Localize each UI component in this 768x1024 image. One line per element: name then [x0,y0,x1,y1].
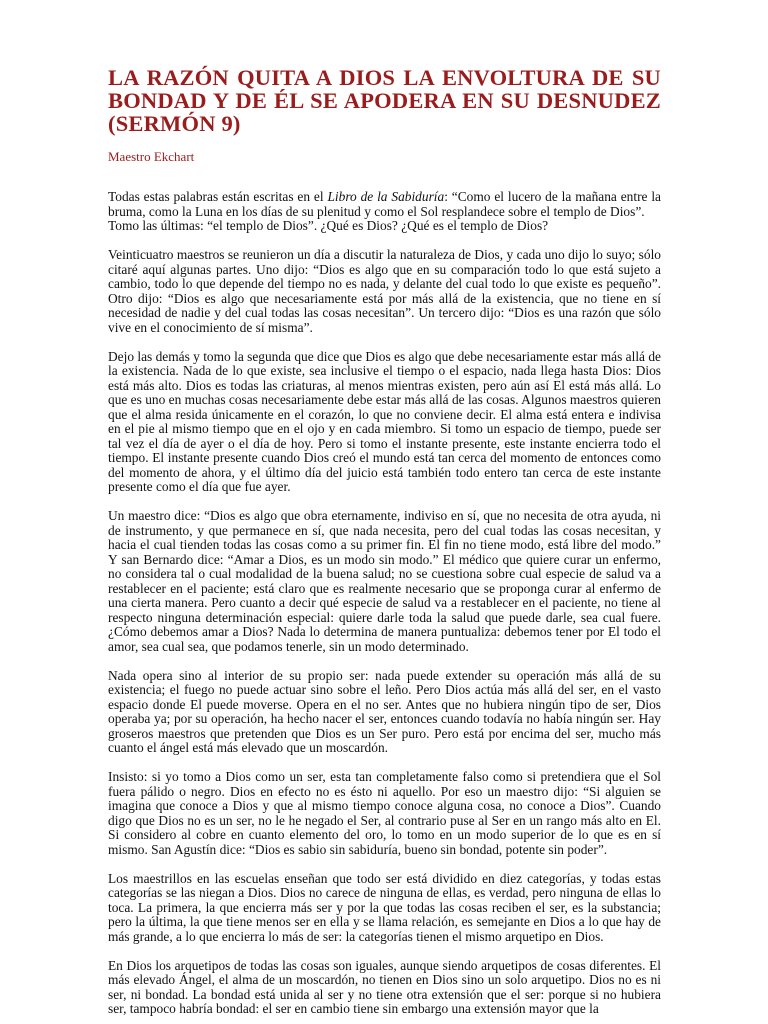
paragraph-1-intro: Todas estas palabras están escritas en el [108,189,328,204]
paragraph-4: Un maestro dice: “Dios es algo que obra eternamente, indiviso en sí, que no necesita de otra ayuda, ni de instrumento, y que permanece en sí, que nada necesita, pero del cual todas las cosas necesitan, y hacia el cual tienden todas las cosas como a su primer fin. El fin no tiene modo, está libre del modo.” Y san Bernardo dice: “Amar a Dios, es un modo sin modo.” El médico que quiere curar un enfermo, no considera tal o cual modalidad de la buena salud; no se cuestiona sobre cual especie de salud va a restablecer en el paciente; está claro que es realmente necesario que se proponga curar al enfermo de una cierta manera. Pero cuanto a decir qué especie de salud va a restablecer en el paciente, no tiene al respecto ninguna determinación especial: quiere darle toda la salud que puede darle, sea cual fuere. ¿Cómo debemos amar a Dios? Nada lo determina de manera puntualiza: debemos tener por El todo el amor, sea cual sea, que podamos tenerle, sin un modo determinado. [108,508,661,654]
document-author: Maestro Ekchart [108,149,195,164]
document-title: LA RAZÓN QUITA A DIOS LA ENVOLTURA DE SU BONDAD Y DE ÉL SE APODERA EN SU DESNUDEZ (SERMÓN 9) [108,65,661,136]
paragraph-3: Dejo las demás y tomo la segunda que dice que Dios es algo que debe necesariamente estar más allá de la existencia. Nada de lo que existe, sea inclusive el tiempo o el espacio, nada llega hasta Dios: Dios está más alto. Dios es todas las criaturas, al menos mientras existen, pero aún así El está más allá. Lo que es uno en muchas cosas necesariamente debe estar más allá de las cosas. Algunos maestros quieren que el alma resida únicamente en el corazón, lo que no conviene decir. El alma está entera e indivisa en el pie al mismo tiempo que en el ojo y en cada miembro. Si tomo un espacio de tiempo, puede ser tal vez el día de ayer o el día de hoy. Pero si tomo el instante presente, este instante encierra todo el tiempo. El instante presente cuando Dios creó el mundo está tan cerca del momento de entonces como del momento de ahora, y el último día del juicio está también todo entero tan cerca de este instante presente como el día que fue ayer. [108,348,661,494]
paragraph-7: Los maestrillos en las escuelas enseñan que todo ser está dividido en diez categorías, y todas estas categorías se las niegan a Dios. Dios no carece de ninguna de ellas, es verdad, pero ninguna de ellas lo toca. La primera, la que encierra más ser y por la que todas las cosas reciben el ser, es la substancia; pero la última, la que tiene menos ser en ella y se llama relación, es semejante en Dios a lo que hay de más grande, a lo que encierra lo más de ser: la categorías tienen el mismo arquetipo en Dios. [108,870,661,944]
paragraph-1-quote: : “Como el lucero de la mañana entre la bruma, como la Luna en los días de su plenitud y como el Sol resplandece sobre el templo de Dios”. [108,189,661,219]
paragraph-2: Veinticuatro maestros se reunieron un día a discutir la naturaleza de Dios, y cada uno dijo lo suyo; sólo citaré aquí algunas partes. Uno dijo: “Dios es algo que en su comparación todo lo que está sujeto a cambio, todo lo que depende del tiempo no es nada, y delante del cual todo lo que existe es pequeño”. Otro dijo: “Dios es algo que necesariamente está por más allá de la existencia, que no tiene en sí necesidad de nadie y del cual todas las cosas necesitan”. Un tercero dijo: “Dios es una razón que sólo vive en el conocimiento de sí misma”. [108,247,661,335]
document-body [108,190,661,1017]
paragraph-8: En Dios los arquetipos de todas las cosas son iguales, aunque siendo arquetipos de cosas diferentes. El más elevado Ángel, el alma de un moscardón, no tienen en Dios sino un solo arquetipo. Dios no es ni ser, ni bondad. La bondad está unida al ser y no tiene otra extensión que el ser: porque si no hubiera ser, tampoco habría bondad: el ser en cambio tiene sin embargo una extensión mayor que la [108,957,661,1016]
paragraph-6: Insisto: si yo tomo a Dios como un ser, esta tan completamente falso como si pretendiera que el Sol fuera pálido o negro. Dios en efecto no es ésto ni aquello. Por eso un maestro dijo: “Si alguien se imagina que conoce a Dios y que al mismo tiempo conoce alguna cosa, no conoce a Dios”. Cuando digo que Dios no es un ser, no le he negado el Ser, al contrario puse al Ser en un rango más alto en El. Si considero al cobre en cuanto elemento del oro, lo tomo en un modo superior de lo que es en sí mismo. San Agustín dice: “Dios es sabio sin sabiduría, bueno sin bondad, potente sin poder”. [108,769,661,857]
paragraph-5: Nada opera sino al interior de su propio ser: nada puede extender su operación más allá de su existencia; el fuego no puede actuar sino sobre el leño. Pero Dios actúa más allá del ser, en el vasto espacio donde El puede moverse. Opera en el no ser. Antes que no hubiera ningún tipo de ser, Dios operaba ya; por su operación, ha hecho nacer el ser, entonces cuando todavía no había ningún ser. Hay groseros maestros que pretenden que Dios es un Ser puro. Pero está por encima del ser, mucho más cuanto el ángel está más elevado que un moscardón. [108,667,661,755]
book-title: Libro de la Sabiduría [327,189,445,204]
paragraph-1 [108,190,661,219]
paragraph-1b: Tomo las últimas: “el templo de Dios”. ¿Qué es Dios? ¿Qué es el templo de Dios? [108,218,549,233]
